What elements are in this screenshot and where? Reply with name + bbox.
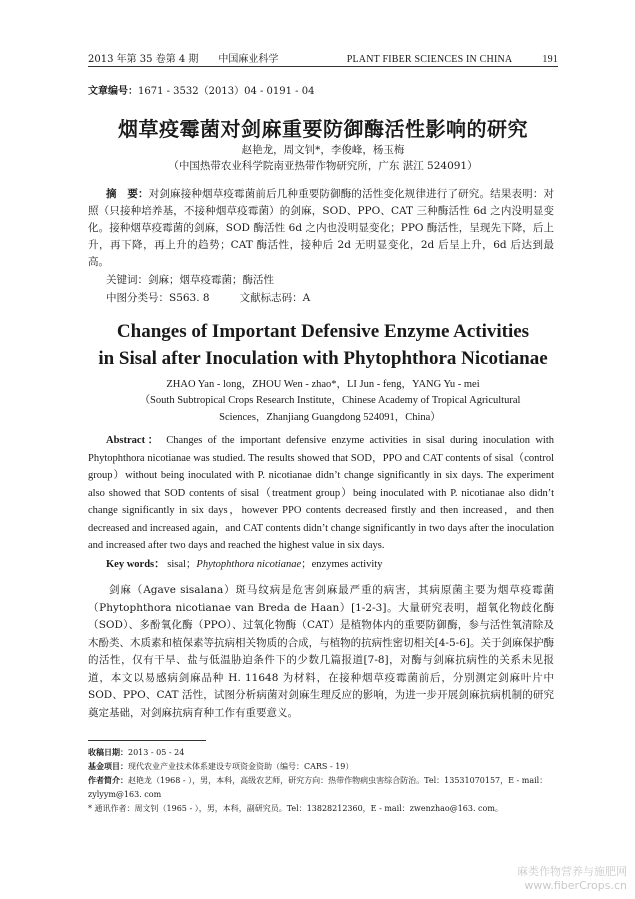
header-rule	[88, 66, 558, 67]
footnote-fund	[88, 760, 554, 773]
keywords-chinese-label: 关键词：	[106, 274, 148, 286]
keywords-chinese-text: 剑麻；烟草疫霉菌；酶活性	[148, 274, 274, 286]
abstract-chinese-label: 摘 要：	[106, 188, 149, 200]
header-journal-cn: 2013 年第 35 卷第 4 期 中国麻业科学	[88, 54, 279, 65]
abstract-english-text: Changes of the important defensive enzyme activities in sisal during inoculation with Phytophthora nicotianae was studied. The results showed that SOD，PPO and CAT contents of sisal（control group）without being inoculated with P. nicotianae didn’t change significantly in six days. The experiment also showed that SOD contents of sisal（treatment group）being inoculated with P. nicotianae also didn’t change significantly in six days，however PPO contents decreased firstly and then increased，and then decreased and increased again，and CAT contents didn’t change significantly in two days after the inoculation and increased after two days and reached the highest value in six days.	[88, 435, 555, 551]
doc-code-label: 文献标志码：	[239, 292, 303, 304]
footnote-rule	[88, 740, 206, 741]
footnote-corresponding: * 通讯作者：周文钊（1965 - ），男，本科，副研究员。Tel：13828212360，E - mail：zwenzhao@163. com。	[88, 804, 503, 813]
received-label: 收稿日期：	[88, 748, 128, 757]
watermark-line2: www.fiberCrops.cn	[524, 879, 627, 892]
fund-label: 基金项目：	[88, 762, 128, 771]
received-date: 2013 - 05 - 24	[128, 748, 185, 757]
author-bio-label: 作者简介：	[88, 776, 128, 785]
abstract-english	[88, 432, 554, 555]
title-english-line2: in Sisal after Inoculation with Phytophthora Nicotianae	[98, 348, 548, 369]
keywords-chinese	[106, 272, 274, 287]
authors-english: ZHAO Yan - long，ZHOU Wen - zhao*，LI Jun - feng，YANG Yu - mei	[166, 379, 480, 390]
footnote-author-email: zylyym@163. com	[88, 790, 162, 799]
footnote-received	[88, 746, 554, 759]
body-paragraph: 剑麻（Agave sisalana）斑马纹病是危害剑麻最严重的病害，其病原菌主要为烟草疫霉菌（Phytophthora nicotianae van Breda de Haan）[1-2-3]。大量研究表明，超氧化物歧化酶（SOD）、多酚氧化酶（PPO）、过氧化物酶（CAT）是植物体内的重要防御酶，参与活性氧清除及木酚类、木质素和植保素等抗病相关物质的合成，与植物的抗病性密切相关[4-5-6]。关于剑麻保护酶的活性，仅有干旱、盐与低温胁迫条件下的少数几篇报道[7-8]，对酶与剑麻抗病性的关系未见报道，本文以易感病剑麻品种 H. 11648 为材料，在接种烟草疫霉菌前后，分别测定剑麻叶片中 SOD、PPO、CAT 活性，试图分析病菌对剑麻生理反应的影响，为进一步开展剑麻抗病机制的研究奠定基础，对剑麻抗病育种工作有重要意义。	[88, 584, 554, 719]
article-number-value: 1671 - 3532（2013）04 - 0191 - 04	[138, 86, 315, 97]
watermark	[517, 865, 627, 893]
author-bio-text: 赵艳龙（1968 - ），男，本科，高级农艺师，研究方向：热带作物病虫害综合防治。Tel：13531070157，E - mail：	[128, 776, 548, 785]
keywords-english-italic: Phytophthora nicotianae	[196, 559, 302, 570]
title-english-line1: Changes of Important Defensive Enzyme Activities	[116, 321, 530, 342]
doc-code-value: A	[302, 292, 311, 304]
abstract-english-label: Abstract：	[106, 435, 161, 446]
affiliation-chinese: （中国热带农业科学院南亚热带作物研究所，广东 湛江 524091）	[168, 160, 478, 172]
abstract-chinese	[88, 186, 554, 271]
abstract-chinese-text: 对剑麻接种烟草疫霉菌前后几种重要防御酶的活性变化规律进行了研究。结果表明：对照（只接种培养基，不接种烟草疫霉菌）的剑麻，SOD、PPO、CAT 三种酶活性 6d 之内没明显变化。接种烟草疫霉菌的剑麻，SOD 酶活性 6d 之内也没明显变化；PPO 酶活性，呈现先下降，后上升，再下降，再上升的趋势；CAT 酶活性，接种后 2d 无明显变化，2d 后呈上升，6d 后达到最高。	[88, 188, 555, 268]
authors-chinese: 赵艳龙，周文钊*，李俊峰，杨玉梅	[241, 144, 405, 156]
clc-label: 中图分类号：	[106, 292, 169, 304]
article-number-label: 文章编号：	[88, 86, 138, 97]
keywords-english-label: Key words：	[106, 559, 165, 570]
article-number	[88, 82, 314, 97]
keywords-english-post: ；enzymes activity	[301, 559, 383, 570]
title-chinese: 烟草疫霉菌对剑麻重要防御酶活性影响的研究	[118, 117, 528, 141]
keywords-english-pre: sisal；	[167, 559, 197, 570]
affiliation-english: （South Subtropical Crops Research Institute，Chinese Academy of Tropical Agricultural Sciences，Zhanjiang Guangdong 524091，China）	[139, 395, 521, 423]
fund-text: 现代农业产业技术体系建设专项资金资助（编号：CARS - 19）	[128, 762, 354, 771]
header-journal-en: PLANT FIBER SCIENCES IN CHINA 191	[346, 54, 558, 65]
classification-line	[106, 290, 310, 305]
keywords-english	[106, 556, 382, 571]
footnote-author	[88, 774, 554, 787]
title-english	[88, 318, 558, 372]
watermark-line1: 麻类作物营养与施肥网	[517, 865, 627, 878]
clc-value: S563. 8	[169, 292, 210, 304]
